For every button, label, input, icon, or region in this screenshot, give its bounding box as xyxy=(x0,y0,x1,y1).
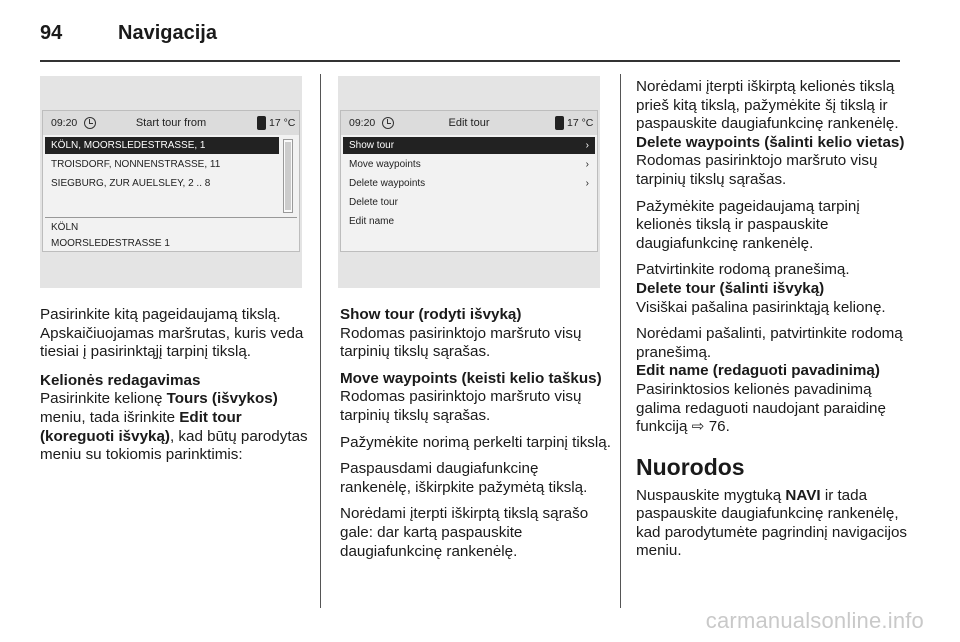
page-number: 94 xyxy=(40,21,63,44)
page-header xyxy=(40,16,217,50)
option-description: Rodomas pasirinktojo maršruto visų tarpinių tikslų sąrašas. xyxy=(340,324,582,361)
screen-title: Edit tour xyxy=(448,117,490,129)
temperature: 17 °C xyxy=(567,117,594,129)
scrollbar-thumb[interactable] xyxy=(285,142,291,210)
column-divider-2 xyxy=(620,74,621,608)
paragraph: Pažymėkite pageidaujamą tarpinį kelionės tikslą ir paspauskite daugiafunkcinę rankenėlę. xyxy=(636,197,860,252)
paragraph: Pasirinkite kelionę Tours (išvykos) meniu, tada išrinkite Edit tour (koreguoti išvyką), kad būtų parodytas meniu su tokiomis parinktimis: xyxy=(40,390,308,464)
menu-item-move-waypoints[interactable] xyxy=(343,156,595,173)
thermometer-icon xyxy=(555,116,564,130)
scrollbar[interactable] xyxy=(283,139,293,213)
menu-item-delete-waypoints[interactable] xyxy=(343,175,595,192)
column-divider-1 xyxy=(320,74,321,608)
chevron-right-icon: › xyxy=(585,178,589,189)
paragraph: Norėdami įterpti iškirptą kelionės tikslą prieš kitą tikslą, pažymėkite šį tikslą ir paspauskite daugiafunkcinę rankenėlę. xyxy=(636,78,899,133)
paragraph: Patvirtinkite rodomą pranešimą. xyxy=(636,261,850,279)
list-item[interactable]: KÖLN, MOORSLEDESTRASSE, 1 xyxy=(45,137,279,154)
option-description: Pasirinktosios kelionės pavadinimą galima redaguoti naudojant paraidinę funkciją ⇨ 76. xyxy=(636,380,886,436)
divider xyxy=(45,217,297,218)
chevron-right-icon: › xyxy=(585,159,589,170)
menu-item-show-tour[interactable] xyxy=(343,137,595,154)
paragraph: Norėdami įterpti iškirptą tikslą sąrašo gale: dar kartą paspauskite daugiafunkcinę rankenėlę. xyxy=(340,505,589,560)
paragraph: Norėdami pašalinti, patvirtinkite rodomą pranešimą. xyxy=(636,325,903,361)
option-description: Rodomas pasirinktojo maršruto visų tarpinių tikslų sąrašas. xyxy=(636,152,878,188)
column-2-text xyxy=(340,306,612,569)
menu-item-label: Delete waypoints xyxy=(349,178,426,189)
screen-title: Start tour from xyxy=(135,117,207,129)
status-bar xyxy=(341,111,597,135)
option-heading: Move waypoints (keisti kelio taškus) xyxy=(340,369,602,387)
column-3-text xyxy=(636,78,912,569)
screen-image-edit-tour xyxy=(338,76,600,288)
clock-time: 09:20 xyxy=(51,117,78,129)
option-heading: Show tour (rodyti išvyką) xyxy=(340,306,522,323)
menu-item-edit-name[interactable] xyxy=(343,213,595,230)
display-screen xyxy=(340,110,598,252)
section-heading: Kelionės redagavimas xyxy=(40,371,201,389)
watermark: carmanualsonline.info xyxy=(705,608,924,633)
option-description: Rodomas pasirinktojo maršruto visų tarpinių tikslų sąrašas. xyxy=(340,388,582,424)
paragraph: Paspausdami daugiafunkcinę rankenėlę, iškirpkite pažymėtą tikslą. xyxy=(340,460,588,496)
menu-item-label: Edit name xyxy=(349,216,395,227)
header-rule xyxy=(40,60,900,62)
column-1-text xyxy=(40,306,308,473)
paragraph: Pasirinkite kitą pageidaujamą tikslą. Apskaičiuojamas maršrutas, kuris veda tiesiai į pasirinktąjį tarpinį tikslą. xyxy=(40,306,304,361)
option-heading: Edit name (redaguoti pavadinimą) xyxy=(636,362,880,380)
list-item[interactable]: SIEGBURG, ZUR AUELSLEY, 2 .. 8 xyxy=(51,178,211,189)
option-show-tour xyxy=(340,306,612,362)
display-screen xyxy=(42,110,300,252)
option-edit-name xyxy=(636,362,912,436)
paragraph: Nuspauskite mygtuką NAVI ir tada paspauskite daugiafunkcinę rankenėlę, kad parodytumėte pagrindinį navigacijos meniu. xyxy=(636,486,908,560)
menu-item-label: Move waypoints xyxy=(349,159,421,170)
destination-line-1: KÖLN xyxy=(51,222,79,233)
chevron-right-icon: › xyxy=(585,140,589,151)
option-description: Visiškai pašalina pasirinktąją kelionę. xyxy=(636,298,886,316)
menu-item-label: Delete tour xyxy=(349,197,398,208)
list-item[interactable]: TROISDORF, NONNENSTRASSE, 11 xyxy=(51,159,221,170)
option-heading: Delete tour (šalinti išvyką) xyxy=(636,279,825,297)
option-heading: Delete waypoints (šalinti kelio vietas) xyxy=(636,133,905,151)
screen-image-start-tour xyxy=(40,76,302,288)
page-title: Navigacija xyxy=(118,21,217,44)
destination-line-2: MOORSLEDESTRASSE 1 xyxy=(51,238,170,249)
menu-item-label: Show tour xyxy=(349,140,395,151)
page-reference-icon: ⇨ xyxy=(691,418,705,436)
option-delete-waypoints xyxy=(636,134,912,190)
option-delete-tour xyxy=(636,280,912,317)
clock-time: 09:20 xyxy=(349,117,376,129)
option-move-waypoints xyxy=(340,370,612,426)
paragraph: Pažymėkite norimą perkelti tarpinį tikslą. xyxy=(340,433,611,451)
thermometer-icon xyxy=(257,116,266,130)
temperature: 17 °C xyxy=(269,117,296,129)
status-bar xyxy=(43,111,299,135)
page-reference[interactable]: 76. xyxy=(708,418,730,436)
section-heading-nuorodos: Nuorodos xyxy=(636,453,745,480)
menu-item-delete-tour[interactable] xyxy=(343,194,595,211)
